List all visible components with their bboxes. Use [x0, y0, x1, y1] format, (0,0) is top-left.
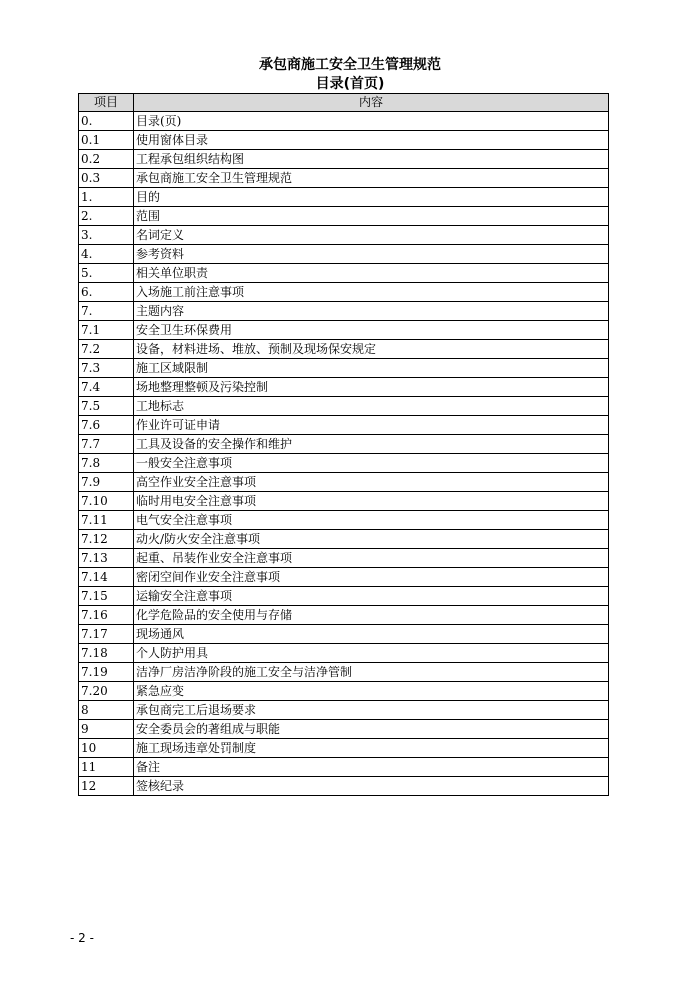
row-content: 使用窗体目录: [134, 131, 609, 150]
row-item: 7.7: [79, 435, 134, 454]
table-row: [79, 644, 609, 663]
table-row: [79, 226, 609, 245]
row-content: 备注: [134, 758, 609, 777]
row-item: 3.: [79, 226, 134, 245]
row-content: 主题内容: [134, 302, 609, 321]
row-item: 7.8: [79, 454, 134, 473]
header-content: 内容: [134, 94, 609, 112]
row-content: 个人防护用具: [134, 644, 609, 663]
table-row: [79, 245, 609, 264]
table-row: [79, 663, 609, 682]
table-row: [79, 682, 609, 701]
row-item: 7.15: [79, 587, 134, 606]
table-row: [79, 397, 609, 416]
row-content: 安全卫生环保费用: [134, 321, 609, 340]
row-item: 6.: [79, 283, 134, 302]
row-content: 高空作业安全注意事项: [134, 473, 609, 492]
row-item: 11: [79, 758, 134, 777]
table-row: [79, 549, 609, 568]
row-item: 0.: [79, 112, 134, 131]
table-row: [79, 720, 609, 739]
row-item: 0.3: [79, 169, 134, 188]
row-item: 2.: [79, 207, 134, 226]
row-item: 7.3: [79, 359, 134, 378]
table-row: [79, 416, 609, 435]
row-content: 场地整理整顿及污染控制: [134, 378, 609, 397]
row-item: 7.4: [79, 378, 134, 397]
table-row: [79, 758, 609, 777]
toc-table: [78, 93, 609, 796]
row-content: 运输安全注意事项: [134, 587, 609, 606]
row-item: 7.1: [79, 321, 134, 340]
table-row: [79, 435, 609, 454]
row-item: 7.: [79, 302, 134, 321]
row-item: 1.: [79, 188, 134, 207]
row-item: 7.5: [79, 397, 134, 416]
table-row: [79, 473, 609, 492]
row-item: 0.1: [79, 131, 134, 150]
row-content: 设备，材料进场、堆放、预制及现场保安规定: [134, 340, 609, 359]
row-item: 7.13: [79, 549, 134, 568]
table-row: [79, 568, 609, 587]
table-row: [79, 378, 609, 397]
row-item: 7.12: [79, 530, 134, 549]
table-row: [79, 359, 609, 378]
row-item: 7.14: [79, 568, 134, 587]
table-row: [79, 321, 609, 340]
row-item: 0.2: [79, 150, 134, 169]
row-item: 8: [79, 701, 134, 720]
table-row: [79, 188, 609, 207]
row-content: 作业许可证申请: [134, 416, 609, 435]
table-row: [79, 283, 609, 302]
row-item: 7.11: [79, 511, 134, 530]
table-row: [79, 511, 609, 530]
table-row: [79, 777, 609, 796]
table-row: [79, 150, 609, 169]
row-content: 工程承包组织结构图: [134, 150, 609, 169]
table-row: [79, 302, 609, 321]
row-content: 工具及设备的安全操作和维护: [134, 435, 609, 454]
table-row: [79, 207, 609, 226]
row-item: 5.: [79, 264, 134, 283]
table-row: [79, 492, 609, 511]
row-content: 承包商完工后退场要求: [134, 701, 609, 720]
table-row: [79, 131, 609, 150]
row-content: 化学危险品的安全使用与存储: [134, 606, 609, 625]
row-content: 现场通风: [134, 625, 609, 644]
row-item: 9: [79, 720, 134, 739]
row-item: 7.10: [79, 492, 134, 511]
table-row: [79, 587, 609, 606]
table-row: [79, 701, 609, 720]
row-item: 7.19: [79, 663, 134, 682]
row-item: 7.9: [79, 473, 134, 492]
row-content: 紧急应变: [134, 682, 609, 701]
table-row: [79, 606, 609, 625]
row-content: 洁净厂房洁净阶段的施工安全与洁净管制: [134, 663, 609, 682]
header-item: 项目: [79, 94, 134, 112]
row-item: 7.20: [79, 682, 134, 701]
row-content: 工地标志: [134, 397, 609, 416]
row-content: 施工区域限制: [134, 359, 609, 378]
row-content: 一般安全注意事项: [134, 454, 609, 473]
row-content: 目的: [134, 188, 609, 207]
row-content: 起重、吊装作业安全注意事项: [134, 549, 609, 568]
table-row: [79, 530, 609, 549]
row-content: 动火/防火安全注意事项: [134, 530, 609, 549]
row-content: 临时用电安全注意事项: [134, 492, 609, 511]
row-item: 4.: [79, 245, 134, 264]
toc-header-row: [79, 94, 609, 112]
row-content: 目录(页): [134, 112, 609, 131]
row-item: 7.18: [79, 644, 134, 663]
row-content: 名词定义: [134, 226, 609, 245]
toc-body: [79, 112, 609, 796]
row-content: 相关单位职责: [134, 264, 609, 283]
table-row: [79, 454, 609, 473]
row-content: 入场施工前注意事项: [134, 283, 609, 302]
document-title: 承包商施工安全卫生管理规范: [259, 57, 441, 73]
row-content: 范围: [134, 207, 609, 226]
row-item: 7.2: [79, 340, 134, 359]
row-content: 参考资料: [134, 245, 609, 264]
row-content: 承包商施工安全卫生管理规范: [134, 169, 609, 188]
row-item: 7.17: [79, 625, 134, 644]
page-number: - 2 -: [70, 931, 94, 945]
row-content: 签核纪录: [134, 777, 609, 796]
row-item: 10: [79, 739, 134, 758]
row-item: 7.16: [79, 606, 134, 625]
row-content: 安全委员会的著组成与职能: [134, 720, 609, 739]
table-row: [79, 340, 609, 359]
table-row: [79, 112, 609, 131]
row-content: 电气安全注意事项: [134, 511, 609, 530]
row-item: 12: [79, 777, 134, 796]
row-item: 7.6: [79, 416, 134, 435]
document-subtitle: 目录(首页): [315, 76, 385, 92]
table-row: [79, 169, 609, 188]
table-row: [79, 625, 609, 644]
row-content: 密闭空间作业安全注意事项: [134, 568, 609, 587]
table-row: [79, 264, 609, 283]
table-row: [79, 739, 609, 758]
row-content: 施工现场违章处罚制度: [134, 739, 609, 758]
